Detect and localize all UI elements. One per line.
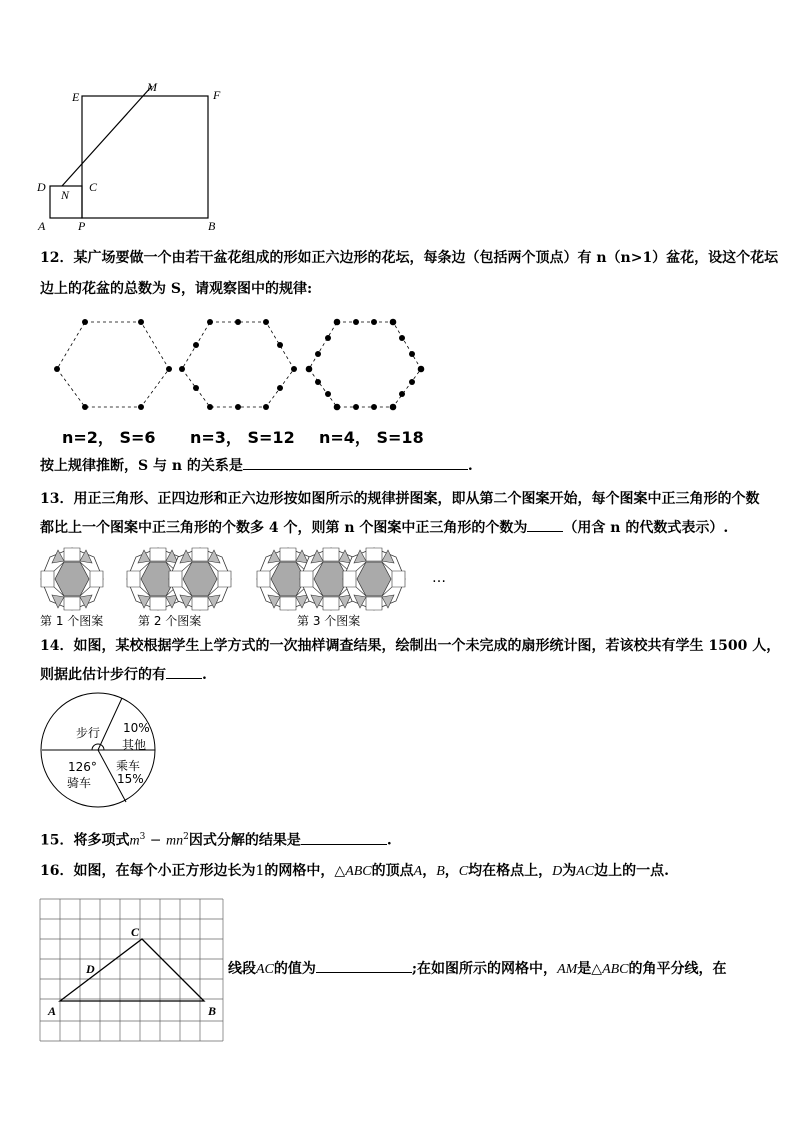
q16-abc: ABC: [345, 864, 372, 879]
grid-label-a: A: [48, 1004, 57, 1018]
label-b: B: [208, 219, 216, 233]
label-f: F: [213, 88, 221, 102]
q16-abc2: ABC: [602, 962, 629, 977]
pie-label-other: 其他: [122, 738, 147, 752]
pie-label-bike: 骑车: [67, 776, 92, 790]
tiling-pattern-figures: [40, 546, 420, 616]
pattern-caption-1: 第 1 个图案: [40, 614, 104, 628]
q16-tri2: △: [591, 961, 603, 977]
grid-label-d: D: [86, 962, 95, 976]
q13-line2: [40, 515, 728, 542]
q15-exp3: 3: [139, 832, 146, 842]
q15-prefix: 15．将多项式: [40, 832, 130, 849]
q16-line1: [40, 858, 669, 885]
q15-line: 15．将多项式$m^3 - mn^2$因式分解的结果是 .: [40, 824, 392, 855]
q12-line3-text: 按上规律推断，S 与 n 的关系是: [40, 458, 243, 474]
q16-line1f: 边上的一点.: [594, 863, 669, 879]
hexagon-figures: [45, 316, 445, 416]
q16-line2b: 的值为: [273, 961, 316, 977]
q12-line3: 按上规律推断，S 与 n 的关系是 .: [40, 453, 473, 480]
q16-c: C: [458, 864, 469, 879]
q16-line2: [228, 956, 727, 983]
pie-label-walk: 步行: [76, 726, 101, 740]
q14-line2-text: 则据此估计步行的有: [40, 667, 166, 683]
grid-label-b: B: [208, 1004, 217, 1018]
q16-d: D: [552, 864, 563, 879]
q16-tri: △: [334, 863, 346, 879]
q14-line1: 14．如图，某校根据学生上学方式的一次抽样调查结果，绘制出一个未完成的扇形统计图，若该校共有学生 1500 人，: [40, 638, 781, 654]
q16-line1d: 均在格点上，: [468, 863, 553, 879]
q16-line2a: 线段: [228, 961, 256, 977]
label-m: M: [147, 80, 157, 94]
q15-suffix: 因式分解的结果是: [188, 832, 301, 849]
q12-line1: 12．某广场要做一个由若干盆花组成的形如正六边形的花坛，每条边（包括两个顶点）有 n（n>1）盆花，设这个花坛: [40, 250, 779, 266]
hex-caption-2: n=3， S=12: [190, 428, 295, 447]
q14-line2: 则据此估计步行的有 .: [40, 662, 207, 689]
q12-answer-blank[interactable]: [243, 453, 468, 470]
pattern-caption-2: 第 2 个图案: [138, 614, 202, 628]
q15-answer-blank[interactable]: [301, 828, 387, 845]
q16-comma2: ，: [444, 863, 459, 879]
q16-b: B: [436, 864, 445, 879]
q15-m: m: [129, 833, 140, 849]
q16-a: A: [413, 864, 423, 879]
label-p: P: [78, 219, 86, 233]
q13-line2b: （用含 n 的代数式表示）.: [563, 520, 729, 536]
grid-figure-q16: [38, 897, 228, 1047]
q15-minus: −: [145, 832, 166, 849]
q12-line2: 边上的花盆的总数为 S，请观察图中的规律:: [40, 281, 313, 297]
q16-line1a: 16．如图，在每个小正方形边长为: [40, 863, 256, 879]
q16-line1e: 为: [562, 863, 577, 879]
hex-caption-3: n=4， S=18: [319, 428, 424, 447]
q16-line1c: 的顶点: [371, 863, 414, 879]
pie-label-bus-pct: 15%: [117, 772, 144, 786]
label-e: E: [72, 90, 80, 104]
q16-answer-blank[interactable]: [316, 956, 412, 973]
q16-am: AM: [557, 962, 578, 977]
grid-label-c: C: [131, 925, 140, 939]
q16-comma1: ，: [422, 863, 437, 879]
label-d: D: [37, 180, 46, 194]
square-figure-q11: [30, 80, 270, 230]
q16-line2e: 的角平分线，在: [628, 961, 727, 977]
q14-answer-blank[interactable]: [166, 662, 202, 679]
q13-line2a: 都比上一个图案中正三角形的个数多 4 个，则第 n 个图案中正三角形的个数为: [40, 520, 528, 536]
pattern-caption-3: 第 3 个图案: [297, 614, 361, 628]
pattern-ellipsis: …: [432, 570, 446, 586]
pie-label-bike-deg: 126°: [68, 760, 97, 774]
q16-one: 1: [255, 863, 265, 879]
pie-label-bus: 乘车: [116, 759, 141, 773]
hex-caption-1: n=2， S=6: [62, 428, 156, 447]
pie-label-other-pct: 10%: [123, 721, 150, 735]
q16-line2c: ;在如图所示的网格中，: [411, 961, 558, 977]
q15-mn: mn: [165, 833, 184, 849]
q16-line2d: 是: [577, 961, 592, 977]
q16-ac: AC: [576, 864, 595, 879]
q16-ac2: AC: [256, 962, 274, 977]
label-a: A: [38, 219, 46, 233]
label-n: N: [61, 188, 70, 202]
q15-exp2: 2: [183, 832, 189, 842]
q13-line1: 13．用正三角形、正四边形和正六边形按如图所示的规律拼图案，即从第二个图案开始，每个图案中正三角形的个数: [40, 491, 760, 507]
label-c: C: [89, 180, 98, 194]
q13-answer-blank[interactable]: [527, 515, 563, 532]
q16-line1b: 的网格中，: [264, 863, 335, 879]
